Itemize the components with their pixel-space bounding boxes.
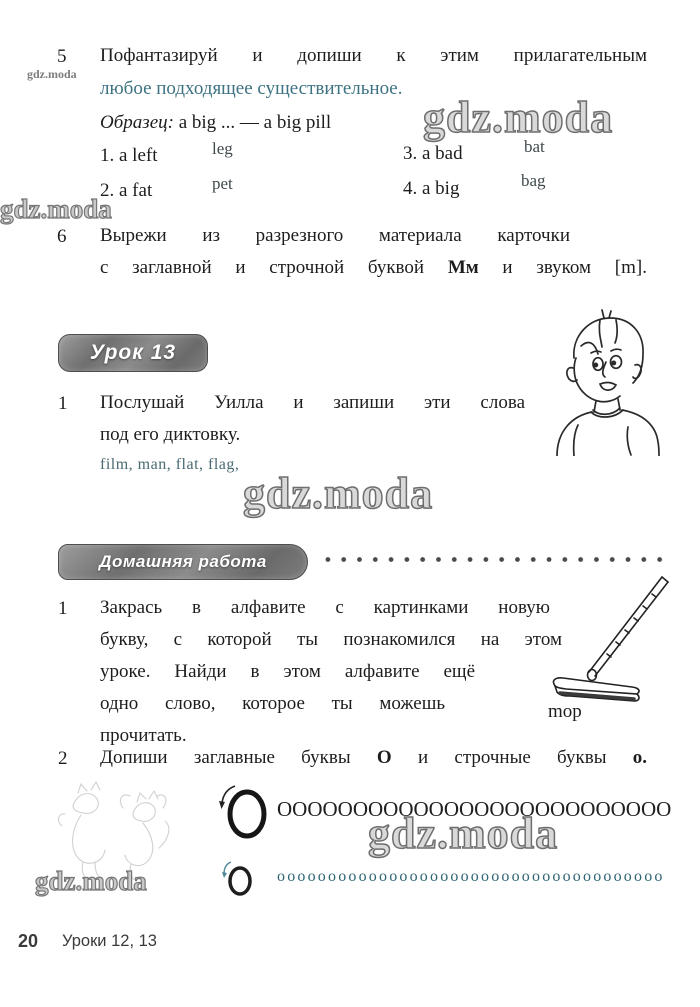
dots-row [320, 556, 672, 563]
lesson13-ex1-line2: под его диктовку. [100, 424, 241, 445]
item-3-answer: bat [524, 137, 545, 156]
hw-ex2-line [100, 748, 647, 769]
mop-illustration [540, 572, 685, 707]
footer-label: Уроки 12, 13 [62, 932, 157, 950]
capital-o-row: OOOOOOOOOOOOOOOOOOOOOOOOOO [277, 797, 672, 821]
exercise6-line2 [100, 258, 647, 279]
boy-illustration [543, 306, 667, 456]
lesson13-ex1-line1: Послушай Уилла и запиши эти слова [100, 392, 525, 413]
hw-ex2-number: 2 [58, 748, 68, 769]
exercise5-number: 5 [57, 46, 67, 67]
sample-body: a big ... — a big pill [178, 112, 332, 133]
hw-ex1-line5: прочитать. [100, 725, 187, 746]
exercise6-line2-letters: Мм [447, 257, 479, 278]
hw-ex1-line4: одно слово, которое ты можешь [100, 693, 445, 714]
sample-line [100, 113, 331, 134]
lesson-13-header-pill [58, 334, 208, 372]
exercise6-line2-post: и звуком [m]. [502, 257, 647, 278]
exercise6-number: 6 [57, 226, 67, 247]
item-2-label: 2. a fat [100, 180, 153, 201]
mop-label: mop [548, 701, 582, 722]
capital-o-guide [218, 780, 274, 844]
sample-label: Образец: [100, 112, 174, 133]
item-3-label: 3. a bad [403, 143, 463, 164]
item-1-answer: leg [212, 139, 233, 158]
exercise5-instruction-line1: Пофантазируй и допиши к этим прилагательным [100, 45, 647, 66]
hw-ex1-number: 1 [58, 598, 68, 619]
hw-ex1-line1: Закрась в алфавите с картинками новую [100, 597, 550, 618]
exercise5-instruction-line2: любое подходящее существительное. [100, 78, 403, 99]
lesson13-ex1-number: 1 [58, 393, 68, 414]
item-1-label: 1. a left [100, 145, 158, 166]
hw-ex2-small-letter-bold: о. [632, 747, 648, 768]
item-2-answer: pet [212, 174, 233, 193]
lowercase-o-row: oooooooooooooooooooooooooooooooooooooo [277, 868, 665, 885]
hw-ex1-line3: уроке. Найди в этом алфавите ещё [100, 661, 475, 682]
hw-ex2-capital-letter-bold: О [376, 747, 392, 768]
page-number: 20 [18, 931, 39, 951]
hw-ex2-line-pre: Допиши заглавные буквы [100, 747, 351, 768]
watermark: gdz.moda [0, 194, 112, 224]
watermark: gdz.moda [27, 67, 77, 81]
lesson-13-title: Урок 13 [89, 341, 177, 364]
item-4-answer: bag [521, 171, 546, 190]
homework-header-pill [58, 544, 308, 580]
exercise6-line2-pre: с заглавной и строчной буквой [100, 257, 425, 278]
item-4-label: 4. a big [403, 178, 460, 199]
lesson13-ex1-answer: film, man, flat, flag, [100, 456, 240, 473]
homework-title: Домашняя работа [99, 552, 267, 571]
cats-sketch [35, 778, 205, 883]
lowercase-o-guide [222, 858, 256, 898]
watermark: gdz.moda [423, 93, 614, 142]
watermark: gdz.moda [368, 809, 559, 858]
watermark: gdz.moda [35, 866, 147, 896]
hw-ex1-line2: букву, с которой ты познакомился на этом [100, 629, 562, 650]
hw-ex2-line-mid: и строчные буквы [417, 747, 607, 768]
exercise6-line1: Вырежи из разрезного материала карточки [100, 225, 570, 246]
watermark: gdz.moda [243, 469, 434, 518]
